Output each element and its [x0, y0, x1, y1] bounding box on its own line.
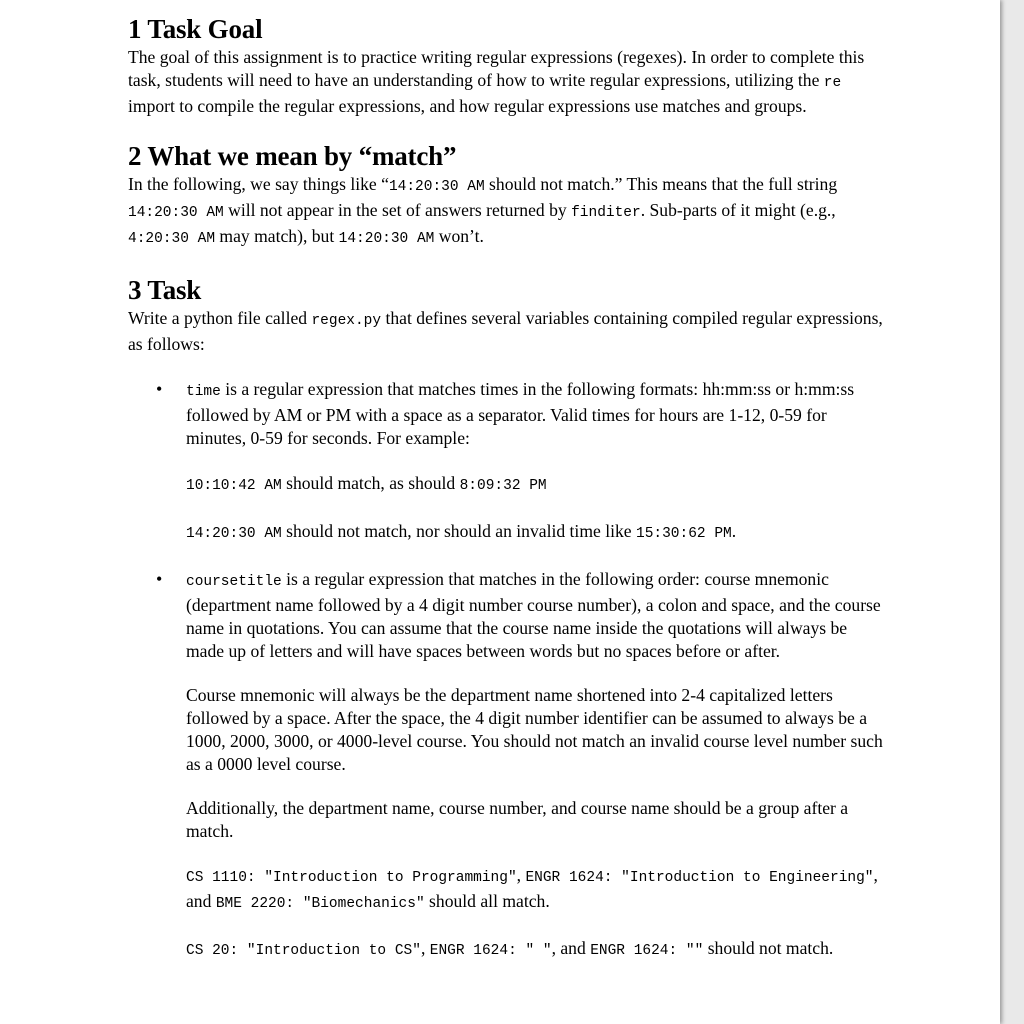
section-heading-task: 3 Task	[128, 275, 202, 305]
inline-code-finditer: finditer	[571, 205, 641, 221]
bullet-icon: •	[156, 569, 163, 589]
task-goal-paragraph: The goal of this assignment is to practice writing regular expressions (regexes). In order to complete this task, students will need to have an understanding of how to write regular expressions, utilizing the re import to compile the regular expressions, and how regular expressions use matches and groups.	[128, 47, 865, 116]
course-mnemonic-paragraph: Course mnemonic will always be the department name shortened into 2-4 capitalized letters followed by a space. After the space, the 4 digit number identifier can be assumed to always be a 1000, 2000, 3000, or 4000-level course. You should not match an invalid course level number such as a 0000 level course.	[186, 685, 883, 774]
bullet-icon: •	[156, 379, 163, 399]
list-item-coursetitle: • coursetitle is a regular expression that matches in the following order: course mnemonic (department name followed by a 4 digit number course number), a colon and space, and the course name in quotations. You can assume that the course name inside the quotations will always be made up of letters and will have spaces between words but no spaces before or after. Course mnemonic will always be the department name shortened into 2-4 capitalized letters followed by a space. After the space, the 4 digit number identifier can be assumed to always be a 1000, 2000, 3000, or 4000-level course. You should not match an invalid course level number such as a 0000 level course. Additionally, the department name, course number, and course name should be a group after a match. CS 1110: "Introduction to Programming", ENGR 1624: "Introduction to Engineering", and BME 2220: "Biomechanics" should all match. CS 20: "Introduction to CS", ENGR 1624: " ", and ENGR 1624: "" should not match.	[128, 568, 888, 963]
time-example-match: 10:10:42 AM should match, as should 8:09:32 PM	[186, 473, 547, 494]
inline-code-regex-py: regex.py	[311, 313, 382, 329]
match-paragraph: In the following, we say things like “14:20:30 AM should not match.” This means that the full string 14:20:30 AM will not appear in the set of answers returned by finditer. Sub-parts of it might (e.g., 4:20:30 AM may match), but 14:20:30 AM won’t.	[128, 174, 838, 247]
section-heading-match: 2 What we mean by “match”	[128, 141, 457, 171]
inline-code-re: re	[823, 75, 842, 91]
course-example-nomatch: CS 20: "Introduction to CS", ENGR 1624: " ", and ENGR 1624: "" should not match.	[186, 938, 834, 959]
task-list	[128, 378, 888, 963]
list-item-time: • time is a regular expression that matches times in the following formats: hh:mm:ss or h:mm:ss followed by AM or PM with a space as a separator. Valid times for hours are 1-12, 0-59 for minutes, 0-59 for seconds. For example: 10:10:42 AM should match, as should 8:09:32 PM 14:20:30 AM should not match, nor should an invalid time like 15:30:62 PM.	[128, 378, 888, 546]
course-example-match: CS 1110: "Introduction to Programming", ENGR 1624: "Introduction to Engineering", and BME 2220: "Biomechanics" should all match.	[186, 865, 878, 912]
section-heading-task-goal: 1 Task Goal	[128, 14, 263, 44]
task-intro-paragraph: Write a python file called regex.py that defines several variables containing compiled regular expressions, as follows:	[128, 308, 883, 354]
inline-code-coursetitle: coursetitle	[186, 574, 282, 590]
inline-code-time: time	[186, 384, 221, 400]
document-content	[128, 12, 888, 963]
time-example-nomatch: 14:20:30 AM should not match, nor should an invalid time like 15:30:62 PM.	[186, 521, 737, 542]
course-groups-paragraph: Additionally, the department name, course number, and course name should be a group after a match.	[186, 798, 849, 841]
